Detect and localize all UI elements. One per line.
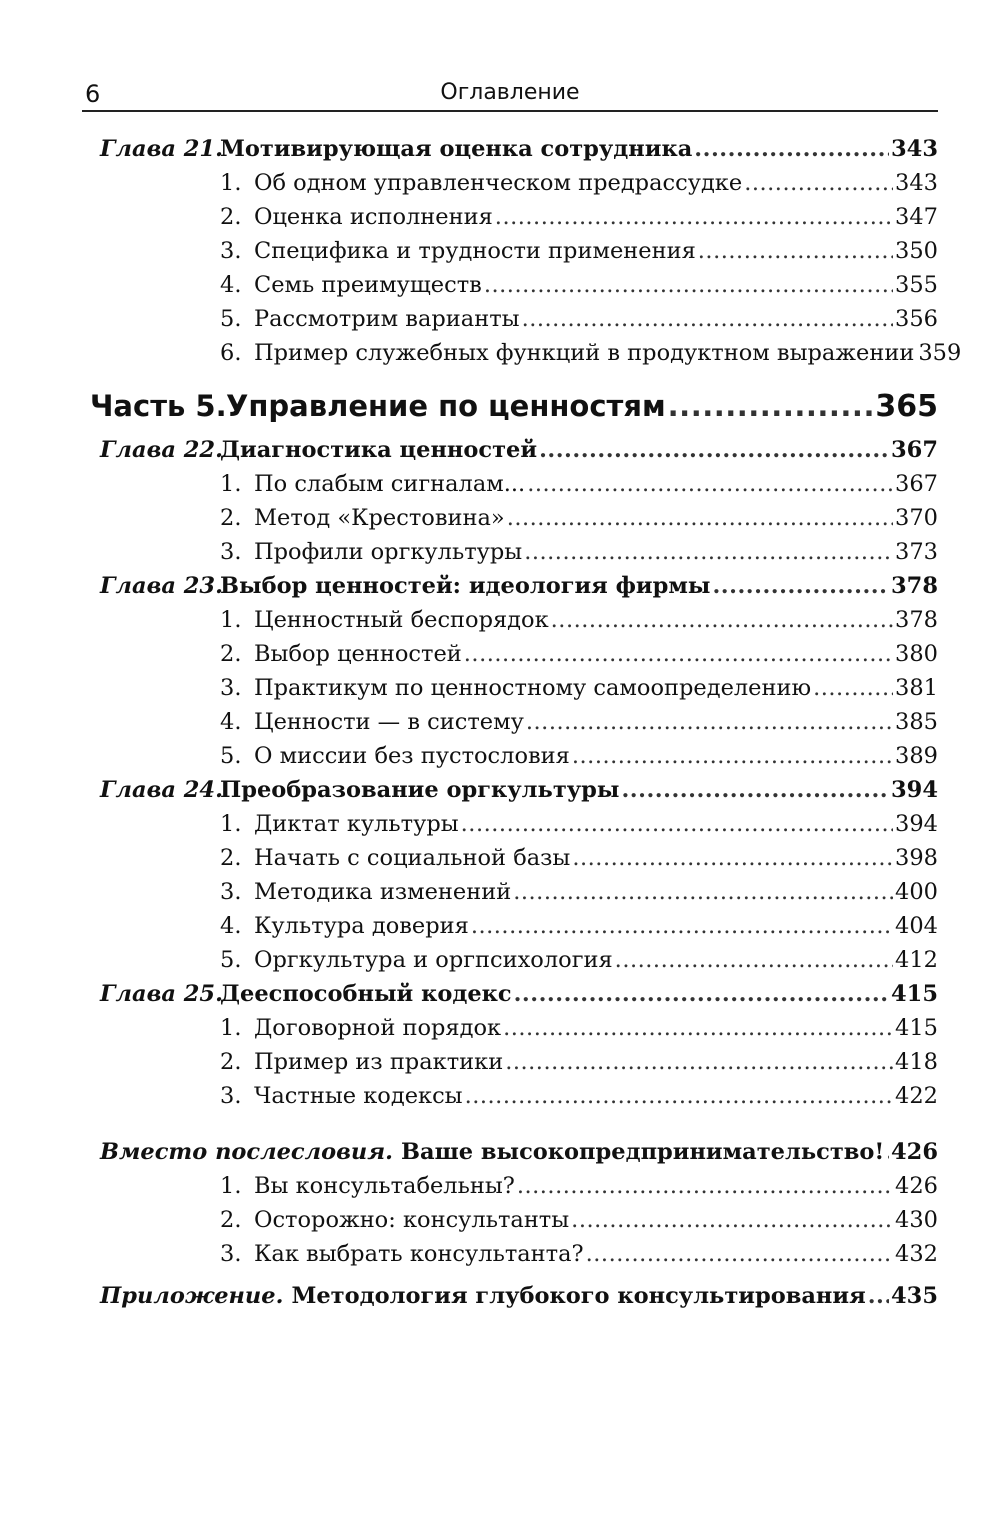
- page-ref: 400: [895, 879, 938, 905]
- dot-leader: [464, 637, 893, 671]
- section-number: 3.: [220, 675, 242, 701]
- chapter-title: Преобразование оргкультуры: [220, 777, 620, 803]
- section-number: 1.: [220, 471, 242, 497]
- section-number: 4.: [220, 272, 242, 298]
- section-number: 3.: [220, 879, 242, 905]
- section-number: 1.: [220, 170, 242, 196]
- toc-section[interactable]: [90, 1203, 938, 1237]
- page-ref: 389: [895, 743, 938, 769]
- dot-leader: [526, 705, 893, 739]
- section-title: Вы консультабельны?: [254, 1173, 515, 1199]
- toc-section[interactable]: [90, 739, 938, 773]
- running-title: Оглавление: [440, 80, 580, 105]
- part-label: Часть 5.: [90, 389, 227, 423]
- page-ref: 350: [895, 238, 938, 264]
- dot-leader: [886, 1135, 889, 1169]
- section-number: 2.: [220, 1049, 242, 1075]
- dot-leader: [694, 132, 889, 166]
- section-title: Оценка исполнения: [254, 204, 493, 230]
- dot-leader: [507, 501, 893, 535]
- page-ref: 430: [895, 1207, 938, 1233]
- toc-section[interactable]: [90, 1079, 938, 1113]
- section-title: Оргкультура и оргпсихология: [254, 947, 613, 973]
- page-ref: 435: [891, 1283, 938, 1309]
- dot-leader: [868, 1279, 889, 1313]
- section-title: Ценности — в систему: [254, 709, 524, 735]
- section-number: 1.: [220, 1015, 242, 1041]
- section-title: Метод «Крестовина»: [254, 505, 505, 531]
- section-number: 5.: [220, 306, 242, 332]
- page-ref: 426: [895, 1173, 938, 1199]
- afterword-title: Ваше высокопредпринимательство!: [400, 1139, 885, 1165]
- section-number: 1.: [220, 811, 242, 837]
- page-ref: 404: [895, 913, 938, 939]
- section-title: Об одном управленческом предрассудке: [254, 170, 743, 196]
- appendix-title: Методология глубокого консультирования: [291, 1283, 866, 1309]
- page-ref: 355: [895, 272, 938, 298]
- page-ref: 381: [895, 675, 938, 701]
- page-ref: 343: [895, 170, 938, 196]
- toc-section[interactable]: [90, 603, 938, 637]
- section-number: 2.: [220, 505, 242, 531]
- section-number: 2.: [220, 845, 242, 871]
- chapter-title: Диагностика ценностей: [220, 437, 538, 463]
- section-title: Выбор ценностей: [254, 641, 462, 667]
- toc-part-5[interactable]: [90, 382, 938, 431]
- section-title: Пример из практики: [254, 1049, 504, 1075]
- page-ref: 359: [918, 340, 962, 366]
- section-number: 1.: [220, 607, 242, 633]
- part-title: Управление по ценностям: [226, 389, 666, 423]
- toc-section[interactable]: [90, 166, 938, 200]
- dot-leader: [465, 1079, 893, 1113]
- section-number: 4.: [220, 913, 242, 939]
- toc-section[interactable]: [90, 268, 938, 302]
- page-ref: 356: [895, 306, 938, 332]
- chapter-title: Дееспособный кодекс: [220, 981, 512, 1007]
- section-title: Диктат культуры: [254, 811, 459, 837]
- section-number: 3.: [220, 1241, 242, 1267]
- page-ref: 418: [895, 1049, 938, 1075]
- page-ref: 394: [891, 777, 938, 803]
- toc-section[interactable]: [90, 671, 938, 705]
- toc-chapter-25[interactable]: [90, 977, 938, 1011]
- page-ref: 432: [895, 1241, 938, 1267]
- dot-leader: [712, 569, 889, 603]
- dot-leader: [615, 943, 893, 977]
- dot-leader: [513, 875, 893, 909]
- section-title: Профили оргкультуры: [254, 539, 523, 565]
- toc-section[interactable]: [90, 1169, 938, 1203]
- page-ref: 370: [895, 505, 938, 531]
- section-number: 2.: [220, 204, 242, 230]
- toc-section[interactable]: [90, 637, 938, 671]
- section-title: Договорной порядок: [254, 1015, 502, 1041]
- page-ref: 378: [891, 573, 938, 599]
- dot-leader: [668, 382, 874, 430]
- section-title: По слабым сигналам...: [254, 471, 526, 497]
- toc-section[interactable]: [90, 336, 962, 370]
- page-ref: 347: [895, 204, 938, 230]
- chapter-title: Мотивирующая оценка сотрудника: [220, 136, 693, 162]
- dot-leader: [517, 1169, 893, 1203]
- section-title: Осторожно: консультанты: [254, 1207, 570, 1233]
- section-number: 6.: [220, 340, 242, 366]
- page-ref: 367: [891, 437, 938, 463]
- dot-leader: [539, 433, 889, 467]
- toc-section[interactable]: [90, 909, 938, 943]
- chapter-label: Глава 23.: [100, 573, 223, 599]
- section-number: 5.: [220, 743, 242, 769]
- page-ref: 380: [895, 641, 938, 667]
- section-title: Частные кодексы: [254, 1083, 463, 1109]
- dot-leader: [813, 671, 893, 705]
- dot-leader: [744, 166, 893, 200]
- toc-chapter-23[interactable]: [90, 569, 938, 603]
- table-of-contents: [90, 132, 962, 1313]
- toc-section[interactable]: [90, 943, 938, 977]
- toc-chapter-24[interactable]: [90, 773, 938, 807]
- toc-section[interactable]: [90, 1011, 938, 1045]
- section-title: Методика изменений: [254, 879, 512, 905]
- chapter-label: Глава 22.: [100, 437, 223, 463]
- page-ref: 343: [891, 136, 938, 162]
- page-ref: 422: [895, 1083, 938, 1109]
- section-number: 2.: [220, 641, 242, 667]
- page-ref: 426: [891, 1139, 938, 1165]
- chapter-label: Глава 25.: [100, 981, 223, 1007]
- page-ref: 385: [895, 709, 938, 735]
- toc-section[interactable]: [90, 467, 938, 501]
- page-ref: 365: [875, 389, 938, 424]
- section-title: Пример служебных функций в продуктном выражении: [254, 340, 915, 366]
- dot-leader: [698, 234, 893, 268]
- chapter-label: Глава 24.: [100, 777, 223, 803]
- toc-section[interactable]: [90, 705, 938, 739]
- toc-section[interactable]: [90, 200, 938, 234]
- dot-leader: [621, 773, 889, 807]
- page-ref: 415: [895, 1015, 938, 1041]
- appendix-label: Приложение.: [100, 1283, 284, 1309]
- section-title: Практикум по ценностному самоопределению: [254, 675, 812, 701]
- section-title: О миссии без пустословия: [254, 743, 570, 769]
- toc-section[interactable]: [90, 1237, 938, 1271]
- page-ref: 378: [895, 607, 938, 633]
- toc-chapter-21[interactable]: [90, 132, 938, 166]
- toc-section[interactable]: [90, 875, 938, 909]
- section-number: 1.: [220, 1173, 242, 1199]
- page-ref: 415: [891, 981, 938, 1007]
- page-ref: 412: [895, 947, 938, 973]
- chapter-label: Глава 21.: [100, 136, 223, 162]
- dot-leader: [505, 1045, 893, 1079]
- dot-leader: [461, 807, 893, 841]
- toc-appendix[interactable]: [90, 1279, 938, 1313]
- toc-section[interactable]: [90, 302, 938, 336]
- page-ref: 367: [895, 471, 938, 497]
- dot-leader: [503, 1011, 893, 1045]
- section-number: 3.: [220, 238, 242, 264]
- toc-afterword[interactable]: [90, 1135, 938, 1169]
- section-title: Культура доверия: [254, 913, 469, 939]
- section-number: 4.: [220, 709, 242, 735]
- page-header: [82, 74, 938, 112]
- section-number: 5.: [220, 947, 242, 973]
- section-title: Специфика и трудности применения: [254, 238, 696, 264]
- section-number: 3.: [220, 539, 242, 565]
- dot-leader: [527, 467, 893, 501]
- page-ref: 398: [895, 845, 938, 871]
- dot-leader: [572, 841, 893, 875]
- toc-section[interactable]: [90, 807, 938, 841]
- dot-leader: [514, 977, 889, 1011]
- toc-section[interactable]: [90, 841, 938, 875]
- dot-leader: [551, 603, 893, 637]
- section-title: Рассмотрим варианты: [254, 306, 520, 332]
- dot-leader: [572, 739, 893, 773]
- chapter-title: Выбор ценностей: идеология фирмы: [220, 573, 711, 599]
- page-number: 6: [85, 80, 101, 108]
- section-number: 2.: [220, 1207, 242, 1233]
- dot-leader: [495, 200, 893, 234]
- section-title: Как выбрать консультанта?: [254, 1241, 584, 1267]
- toc-chapter-22[interactable]: [90, 433, 938, 467]
- toc-section[interactable]: [90, 535, 938, 569]
- toc-section[interactable]: [90, 1045, 938, 1079]
- dot-leader: [484, 268, 893, 302]
- section-title: Начать с социальной базы: [254, 845, 571, 871]
- dot-leader: [524, 535, 893, 569]
- page-ref: 373: [895, 539, 938, 565]
- dot-leader: [586, 1237, 893, 1271]
- section-title: Семь преимуществ: [254, 272, 482, 298]
- toc-section[interactable]: [90, 501, 938, 535]
- dot-leader: [522, 302, 893, 336]
- toc-section[interactable]: [90, 234, 938, 268]
- dot-leader: [471, 909, 893, 943]
- afterword-label: Вместо послесловия.: [100, 1139, 393, 1165]
- dot-leader: [571, 1203, 893, 1237]
- section-title: Ценностный беспорядок: [254, 607, 549, 633]
- page-ref: 394: [895, 811, 938, 837]
- section-number: 3.: [220, 1083, 242, 1109]
